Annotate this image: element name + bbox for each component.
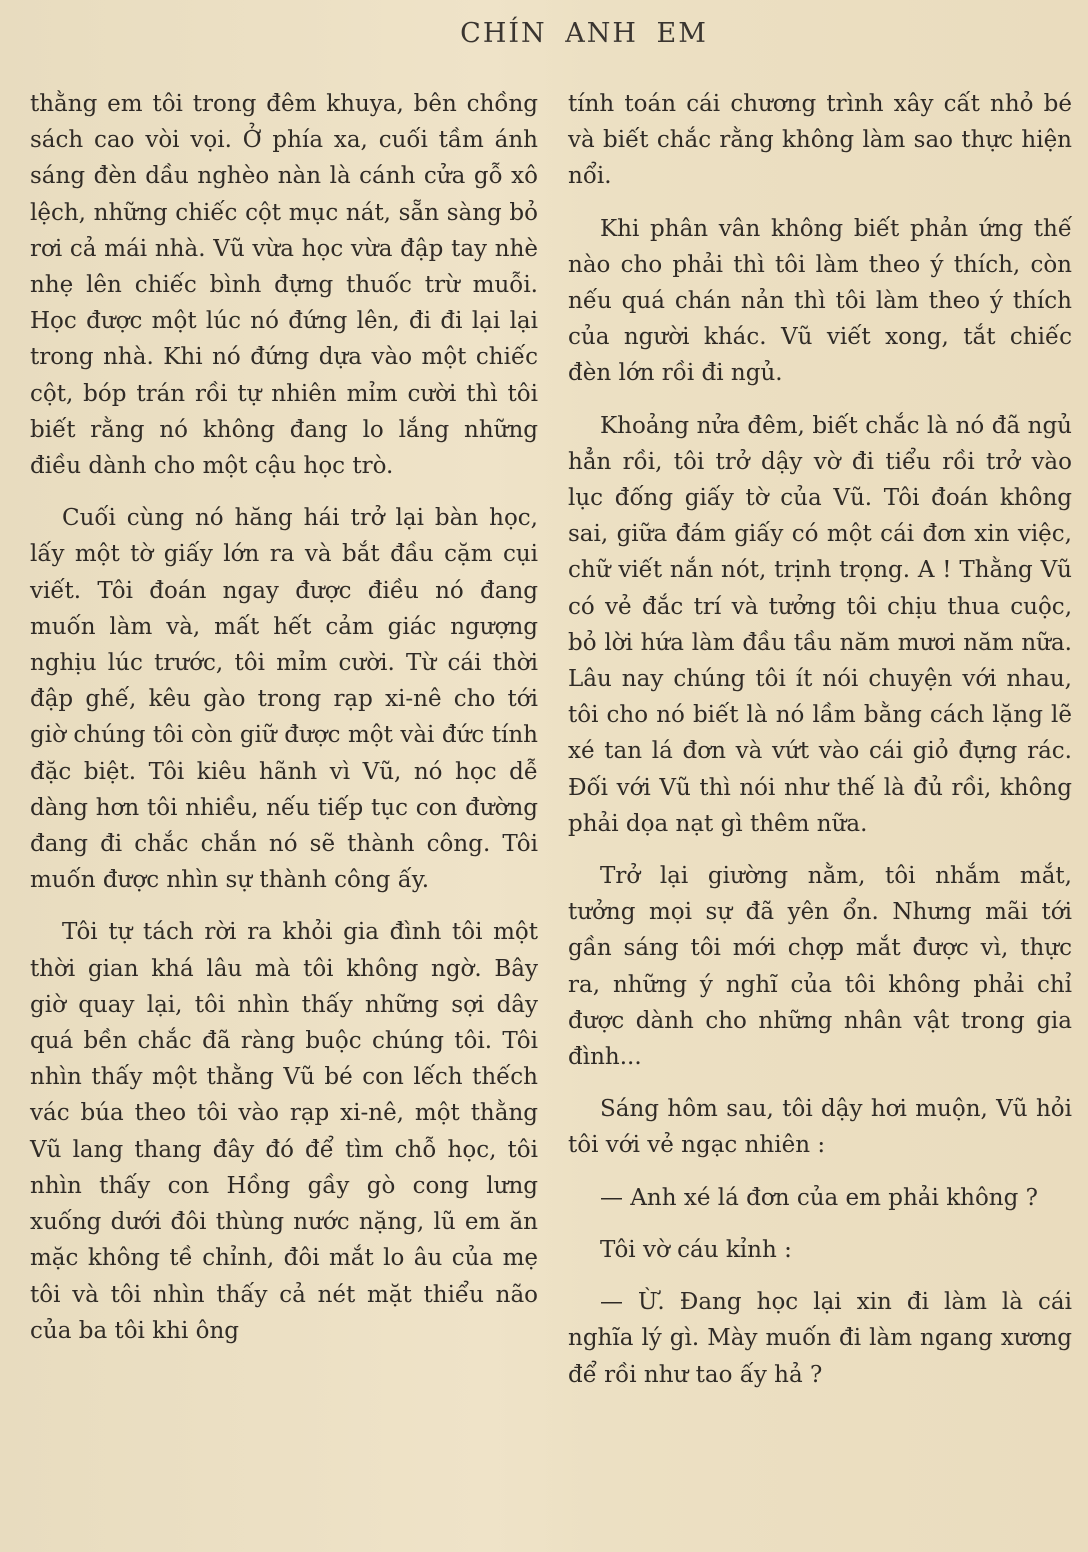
paragraph: thằng em tôi trong đêm khuya, bên chồng sách cao vòi vọi. Ở phía xa, cuối tầm ánh sáng đèn dầu nghèo nàn là cánh cửa gỗ xô lệch, những chiếc cột mục nát, sẵn sàng bỏ rơi cả mái nhà. Vũ vừa học vừa đập tay nhè nhẹ lên chiếc bình đựng thuốc trừ muỗi. Học được một lúc nó đứng lên, đi đi lại lại trong nhà. Khi nó đứng dựa vào một chiếc cột, bóp trán rồi tự nhiên mỉm cười thì tôi biết rằng nó không đang lo lắng những điều dành cho một cậu học trò. xyxy=(30,91,538,480)
running-head: CHÍN ANH EM xyxy=(460,18,708,49)
paragraph: Sáng hôm sau, tôi dậy hơi muộn, Vũ hỏi tôi với vẻ ngạc nhiên : xyxy=(568,1096,1072,1159)
paragraph: Trở lại giường nằm, tôi nhắm mắt, tưởng mọi sự đã yên ổn. Nhưng mãi tới gần sáng tôi mới chợp mắt được vì, thực ra, những ý nghĩ của tôi không phải chỉ được dành cho những nhân vật trong gia đình... xyxy=(568,863,1072,1071)
dialogue-line: — Ừ. Đang học lại xin đi làm là cái nghĩa lý gì. Mày muốn đi làm ngang xương để rồi như tao ấy hả ? xyxy=(568,1289,1072,1388)
paragraph: Khi phân vân không biết phản ứng thế nào cho phải thì tôi làm theo ý thích, còn nếu quá chán nản thì tôi làm theo ý thích của người khác. Vũ viết xong, tắt chiếc đèn lớn rồi đi ngủ. xyxy=(568,215,1072,387)
left-column xyxy=(30,86,538,1365)
dialogue-line: — Anh xé lá đơn của em phải không ? xyxy=(600,1184,1038,1211)
right-column xyxy=(568,86,1072,1409)
paragraph: Tôi tự tách rời ra khỏi gia đình tôi một thời gian khá lâu mà tôi không ngờ. Bây giờ quay lại, tôi nhìn thấy những sợi dây quá bền chắc đã ràng buộc chúng tôi. Tôi nhìn thấy một thằng Vũ bé con lếch thếch vác búa theo tôi vào rạp xi-nê, một thằng Vũ lang thang đây đó để tìm chỗ học, tôi nhìn thấy con Hồng gầy gò cong lưng xuống dưới đôi thùng nước nặng, lũ em ăn mặc không tề chỉnh, đôi mắt lo âu của mẹ tôi và tôi nhìn thấy cả nét mặt thiểu não của ba tôi khi ông xyxy=(30,919,538,1344)
paragraph: Khoảng nửa đêm, biết chắc là nó đã ngủ hẳn rồi, tôi trở dậy vờ đi tiểu rồi trở vào lục đống giấy tờ của Vũ. Tôi đoán không sai, giữa đám giấy có một cái đơn xin việc, chữ viết nắn nót, trịnh trọng. A ! Thằng Vũ có vẻ đắc trí và tưởng tôi chịu thua cuộc, bỏ lời hứa làm đầu tầu năm mươi năm nữa. Lâu nay chúng tôi ít nói chuyện với nhau, tôi cho nó biết là nó lầm bằng cách lặng lẽ xé tan lá đơn và vứt vào cái giỏ đựng rác. Đối với Vũ thì nói như thế là đủ rồi, không phải dọa nạt gì thêm nữa. xyxy=(568,412,1072,837)
paragraph: tính toán cái chương trình xây cất nhỏ bé và biết chắc rằng không làm sao thực hiện nổi. xyxy=(568,91,1072,190)
paragraph: Cuối cùng nó hăng hái trở lại bàn học, lấy một tờ giấy lớn ra và bắt đầu cặm cụi viết. Tôi đoán ngay được điều nó đang muốn làm và, mất hết cảm giác ngượng nghịu lúc trước, tôi mỉm cười. Từ cái thời đập ghế, kêu gào trong rạp xi-nê cho tới giờ chúng tôi còn giữ được một vài đức tính đặc biệt. Tôi kiêu hãnh vì Vũ, nó học dễ dàng hơn tôi nhiều, nếu tiếp tục con đường đang đi chắc chắn nó sẽ thành công. Tôi muốn được nhìn sự thành công ấy. xyxy=(30,505,538,894)
paragraph: Tôi vờ cáu kỉnh : xyxy=(600,1236,792,1263)
